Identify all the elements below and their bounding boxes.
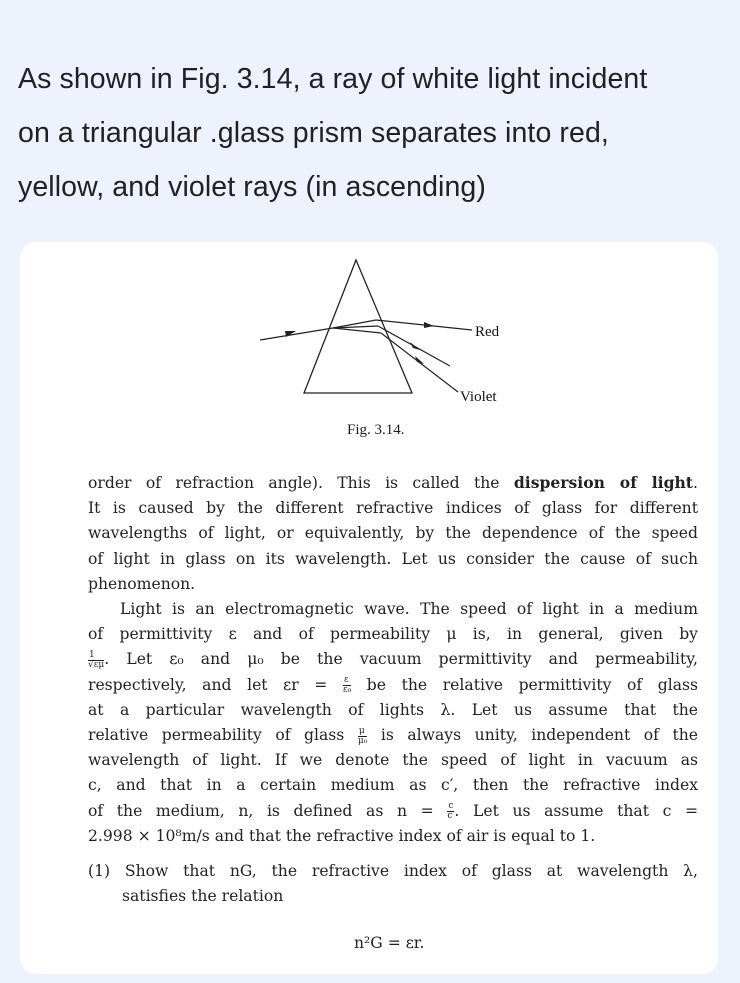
text-line: of permittivity ε and of permeability μ is, in general, given by xyxy=(88,625,698,644)
equation: n²G = εr. xyxy=(354,934,425,952)
text-line: at a particular wavelength of lights λ. Let us assume that the xyxy=(88,700,698,719)
text-line: Light is an electromagnetic wave. The speed of light in a medium xyxy=(120,600,698,619)
mu-fraction: $\frac{\mu}{\text{μ₀}}$ xyxy=(357,725,368,746)
text-line: phenomenon. xyxy=(88,574,196,593)
intro-line: yellow, and violet rays (in ascending) xyxy=(18,171,486,203)
intro-text xyxy=(18,52,730,214)
text-line: $\frac{1}{√\varepsilon\mu}$ . Let ε₀ and μ₀ be the vacuum permittivity and permeability, xyxy=(88,649,698,670)
body-text xyxy=(88,470,698,909)
text-line: of light in glass on its wavelength. Let us consider the cause of such xyxy=(88,549,698,568)
text-line: wavelength of light. If we denote the speed of light in vacuum as xyxy=(88,751,698,770)
intro-line: on a triangular .glass prism separates into red, xyxy=(18,117,609,149)
text-line: It is caused by the different refractive indices of glass for different xyxy=(88,499,698,518)
label-red: Red xyxy=(475,324,500,340)
n-fraction: $\frac{c}{c'}$ xyxy=(447,801,455,822)
intro-line: As shown in Fig. 3.14, a ray of white light incident xyxy=(18,63,648,95)
label-violet: Violet xyxy=(460,389,497,405)
question-1-line: (1) Show that nG, the refractive index of glass at wavelength λ, xyxy=(88,862,698,881)
text-line: wavelengths of light, or equivalently, by the dependence of the speed xyxy=(88,524,698,543)
text-line: relative permeability of glass $\frac{\mu}{\text{μ₀}}$ is always unity, independent of the xyxy=(88,725,699,746)
text-line: c, and that in a certain medium as c′, then the refractive index xyxy=(88,776,698,795)
figure-caption: Fig. 3.14. xyxy=(347,422,405,438)
prism-figure xyxy=(20,242,718,422)
incident-ray xyxy=(260,328,333,340)
text-line: order of refraction angle). This is called the dispersion of light. xyxy=(88,473,698,492)
text-line: of the medium, n, is defined as n = $\frac{c}{c'}$ . Let us assume that c = xyxy=(88,801,699,822)
speed-fraction: $\frac{1}{√\varepsilon\mu}$ xyxy=(88,649,105,670)
term-dispersion: dispersion of light xyxy=(513,473,694,492)
text-line: respectively, and let εr = $\frac{\varepsilon}{\text{ε₀}}$ be the relative permittivity of glass xyxy=(88,675,698,696)
textbook-image-card xyxy=(20,242,718,974)
text-line: 2.998 × 10⁸m/s and that the refractive index of air is equal to 1. xyxy=(88,826,596,845)
question-1-line: satisfies the relation xyxy=(122,887,284,906)
epsilon-fraction: $\frac{\varepsilon}{\text{ε₀}}$ xyxy=(342,675,352,696)
